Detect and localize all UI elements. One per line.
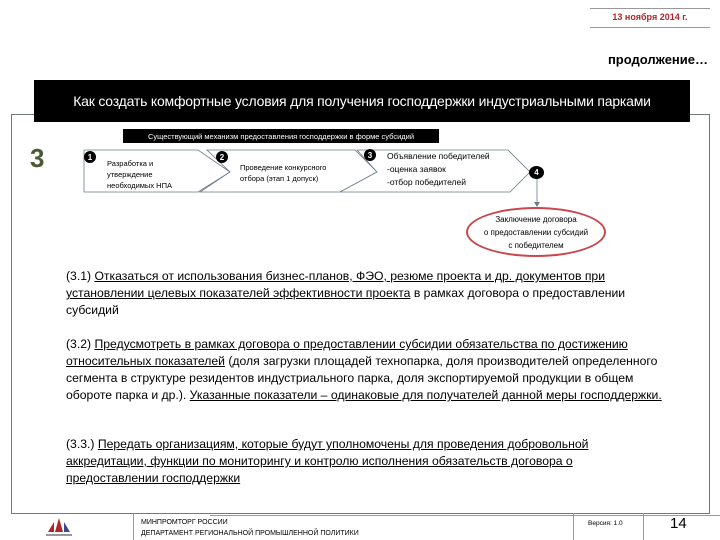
step-3-line1: Объявление победителей	[387, 151, 490, 161]
p2-rest: (доля загрузки площадей технопарка, доля производителей определенного сегмента в структуре резидентов индустриального парка, доля экспортируемой продукции в общем обороте парка и др.).	[66, 354, 658, 402]
version: Версия: 1.0	[588, 520, 623, 527]
slide-title: Как создать комфортные условия для получения господдержки индустриальными парками	[34, 80, 690, 122]
footer	[0, 513, 720, 540]
step-1-text: Разработка и утверждение необходимых НПА	[107, 159, 172, 190]
p2-underlined-2: Указанные показатели – одинаковые для получателей данной меры господдержки.	[189, 388, 662, 402]
ministry-logo	[44, 516, 74, 538]
section-number: 3	[30, 143, 45, 173]
footer-dept: ДЕПАРТАМЕНТ РЕГИОНАЛЬНОЙ ПРОМЫШЛЕННОЙ ПОЛИТИКИ	[141, 530, 359, 537]
date: 13 ноября 2014 г.	[590, 8, 710, 28]
p1-underlined: Отказаться от использования бизнес-планов, ФЭО, резюме проекта и др. документов при установлении целевых показателей эффективности проекта	[66, 269, 606, 300]
footer-org: МИНПРОМТОРГ РОССИИ	[141, 519, 228, 526]
page-number: 14	[670, 515, 687, 532]
continuation-label: продолжение…	[607, 52, 708, 67]
p2-label: (3.2)	[66, 337, 95, 351]
paragraph-3-1	[66, 268, 666, 319]
step-badge-4: 4	[529, 166, 544, 179]
result-line3: с победителем	[508, 240, 564, 250]
p1-label: (3.1)	[66, 269, 95, 283]
paragraph-3-2	[66, 336, 666, 404]
step-badge-1: 1	[84, 151, 96, 163]
p1-rest: в рамках договора о предоставлении субсидий	[66, 286, 626, 317]
result-line1: Заключение договора	[495, 214, 577, 224]
p3-underlined: Передать организациям, которые будут уполномочены для проведения добровольной аккредитации, функции по мониторингу и контролю исполнения обязательств договора о предоставлении господдержки	[66, 437, 589, 485]
result-oval	[466, 207, 606, 257]
step-badge-3: 3	[364, 149, 376, 161]
p2-underlined: Предусмотреть в рамках договора о предоставлении субсидии обязательства по достижению относительных показателей	[66, 337, 628, 368]
step-3-line3: -отбор победителей	[387, 177, 466, 187]
step-3-line2: -оценка заявок	[387, 164, 446, 174]
result-line2: о предоставлении субсидий	[483, 227, 589, 237]
step-badge-2: 2	[216, 151, 228, 163]
step-2-text: Проведение конкурсного отбора (этап 1 допуск)	[240, 163, 327, 183]
p3-label: (3.3.)	[66, 437, 98, 451]
paragraph-3-3	[66, 436, 666, 487]
scheme-subtitle: Существующий механизм предоставления господдержки в форме субсидий	[123, 129, 439, 143]
